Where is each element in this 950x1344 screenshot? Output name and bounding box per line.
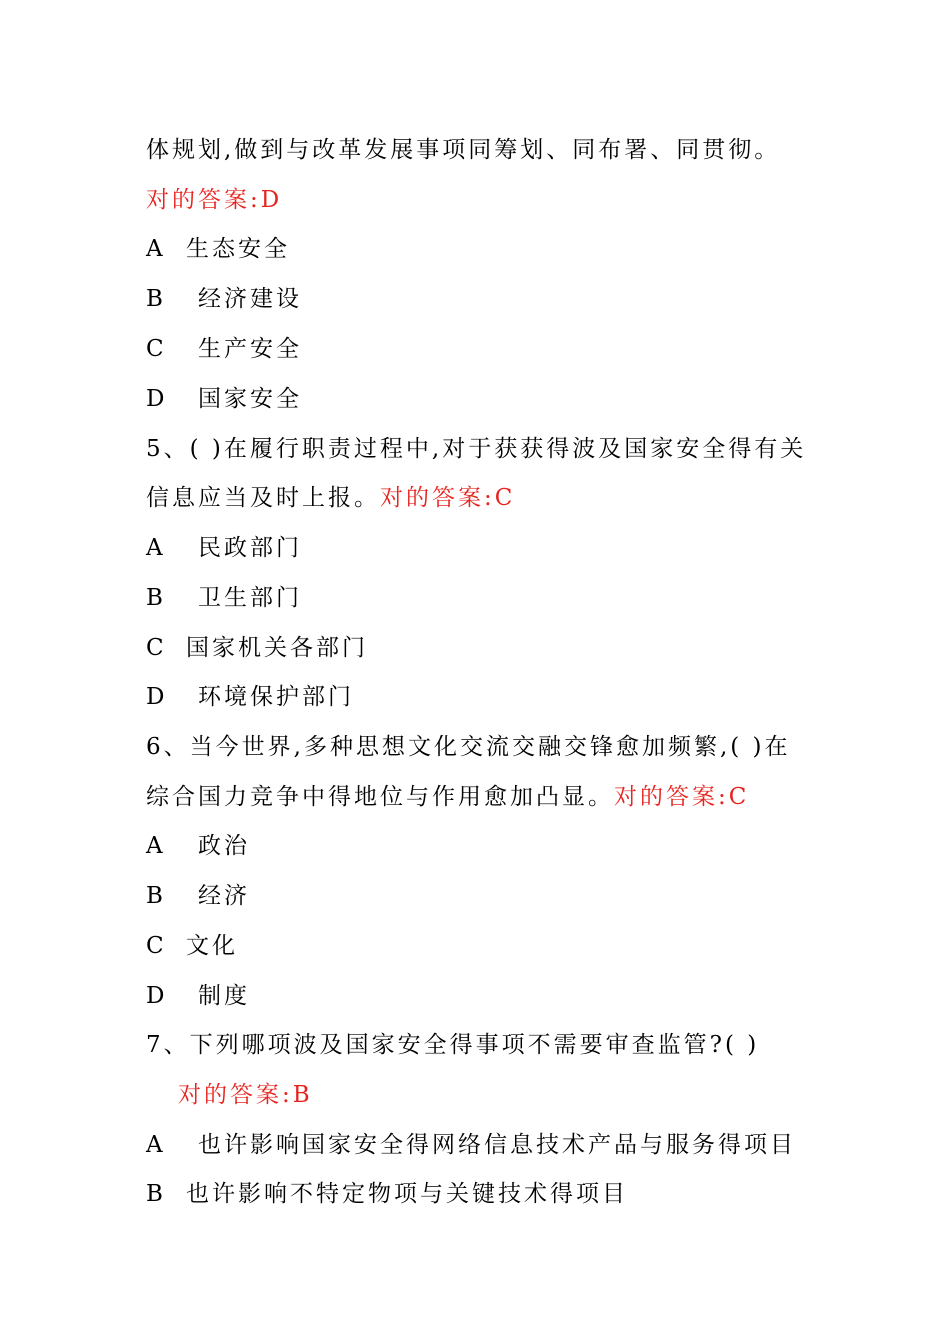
question-4-answer: 对的答案:D [146,187,283,213]
option-text: 环境保护部门 [198,684,354,710]
option-text: 生产安全 [198,336,302,362]
question-7-answer: 对的答案:B [178,1082,313,1108]
option-letter: C [146,635,167,661]
question-4-option-c [146,329,302,369]
option-letter: D [146,983,168,1009]
question-6-stem-line-1: 6、当今世界,多种思想文化交流交融交锋愈加频繁,( )在 [146,734,791,760]
option-letter: A [146,1132,166,1158]
option-text: 文化 [186,933,238,959]
option-letter: B [146,585,166,611]
option-letter: D [146,684,168,710]
option-letter: A [146,535,166,561]
option-text: 卫生部门 [198,585,302,611]
option-text: 政治 [198,833,250,859]
question-6-option-b [146,876,250,916]
question-5-stem-text: 信息应当及时上报。 [146,485,380,511]
question-5-option-a [146,528,302,568]
option-letter: B [146,286,166,312]
question-5-stem-line-1: 5、( )在履行职责过程中,对于获获得波及国家安全得有关 [146,436,807,462]
option-text: 制度 [198,983,250,1009]
question-6-option-c [146,926,238,966]
question-6-stem-text: 综合国力竞争中得地位与作用愈加凸显。 [146,784,614,810]
question-4-stem-end: 体规划,做到与改革发展事项同筹划、同布署、同贯彻。 [146,137,781,163]
question-5-stem-line-2 [146,478,515,518]
question-4-option-d [146,379,302,419]
option-letter: B [146,1181,166,1207]
question-5-option-c [146,628,368,668]
option-letter: A [146,833,166,859]
question-7-option-a [146,1125,796,1165]
question-4-option-b [146,279,302,319]
question-6-option-a [146,826,250,866]
option-text: 国家机关各部门 [186,635,368,661]
question-4-option-a [146,229,290,269]
question-6-option-d [146,976,250,1016]
option-text: 经济 [198,883,250,909]
question-6-stem-line-2 [146,777,749,817]
option-letter: B [146,883,166,909]
option-text: 经济建设 [198,286,302,312]
question-7-option-b [146,1174,628,1214]
question-5-answer: 对的答案:C [380,485,516,511]
question-5-option-d [146,677,354,717]
option-text: 生态安全 [186,236,290,262]
option-text: 国家安全 [198,386,302,412]
option-text: 也许影响国家安全得网络信息技术产品与服务得项目 [198,1132,796,1158]
option-letter: A [146,236,166,262]
question-6-answer: 对的答案:C [614,784,750,810]
option-letter: C [146,933,167,959]
option-letter: D [146,386,168,412]
option-letter: C [146,336,167,362]
option-text: 民政部门 [198,535,302,561]
question-5-option-b [146,578,302,618]
question-7-stem-line-1: 7、下列哪项波及国家安全得事项不需要审查监管?( ) [146,1032,760,1058]
option-text: 也许影响不特定物项与关键技术得项目 [186,1181,628,1207]
